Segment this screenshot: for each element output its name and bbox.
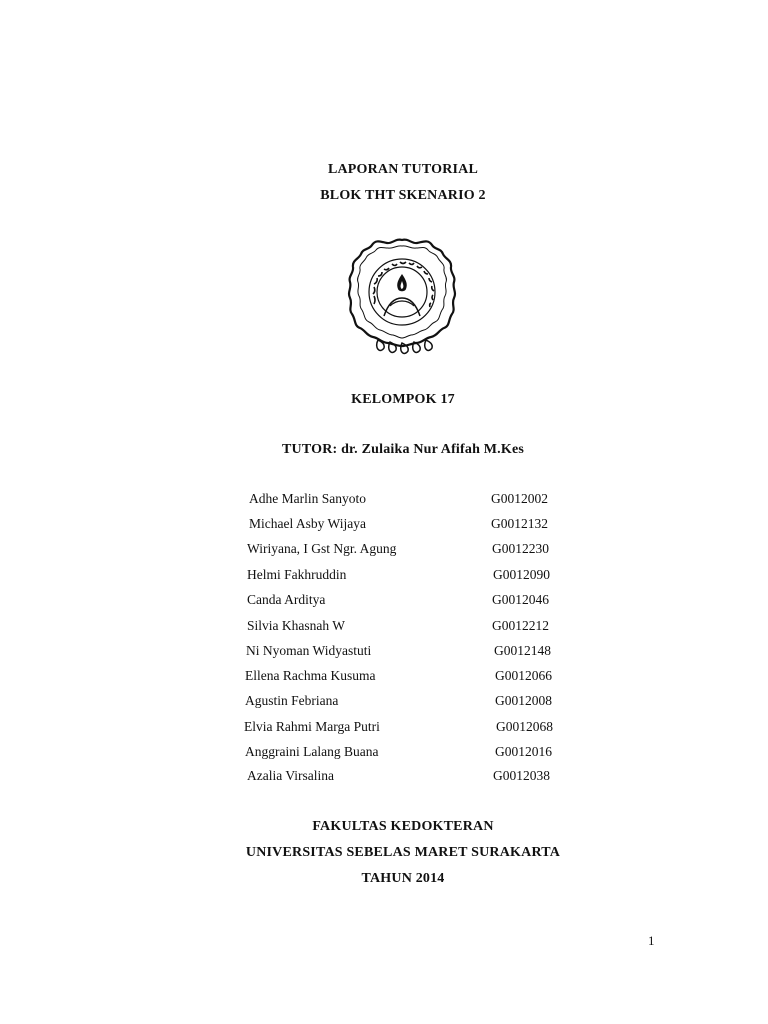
member-id: G0012016 <box>495 744 552 759</box>
report-title: LAPORAN TUTORIAL <box>327 162 479 177</box>
group-label: KELOMPOK 17 <box>351 392 455 407</box>
member-name: Silvia Khasnah W <box>247 618 345 633</box>
faculty-label: FAKULTAS KEDOKTERAN <box>312 819 494 834</box>
report-subtitle: BLOK THT SKENARIO 2 <box>320 188 486 203</box>
member-id: G0012132 <box>491 516 548 531</box>
member-name: Anggraini Lalang Buana <box>245 744 379 759</box>
member-name: Azalia Virsalina <box>247 768 335 783</box>
member-name: Ellena Rachma Kusuma <box>245 668 376 683</box>
member-id: G0012230 <box>492 541 549 556</box>
member-id: G0012002 <box>491 491 548 506</box>
member-name: Canda Arditya <box>247 592 326 607</box>
page-number: 1 <box>648 933 655 948</box>
member-name: Helmi Fakhruddin <box>247 567 347 582</box>
member-id: G0012046 <box>492 592 549 607</box>
tutor-label: TUTOR: dr. Zulaika Nur Afifah M.Kes <box>281 442 525 457</box>
member-id: G0012008 <box>495 693 552 708</box>
member-id: G0012068 <box>496 719 553 734</box>
member-name: Michael Asby Wijaya <box>249 516 366 531</box>
member-id: G0012148 <box>494 643 551 658</box>
member-id: G0012038 <box>493 768 550 783</box>
member-name: Elvia Rahmi Marga Putri <box>244 719 380 734</box>
member-name: Agustin Febriana <box>245 693 339 708</box>
member-id: G0012066 <box>495 668 552 683</box>
member-id: G0012212 <box>492 618 549 633</box>
university-label: UNIVERSITAS SEBELAS MARET SURAKARTA <box>245 845 561 860</box>
year-label: TAHUN 2014 <box>361 871 445 886</box>
member-id: G0012090 <box>493 567 550 582</box>
member-name: Ni Nyoman Widyastuti <box>246 643 372 658</box>
member-name: Wiriyana, I Gst Ngr. Agung <box>247 541 397 556</box>
university-seal-icon <box>344 236 460 358</box>
member-name: Adhe Marlin Sanyoto <box>249 491 366 506</box>
